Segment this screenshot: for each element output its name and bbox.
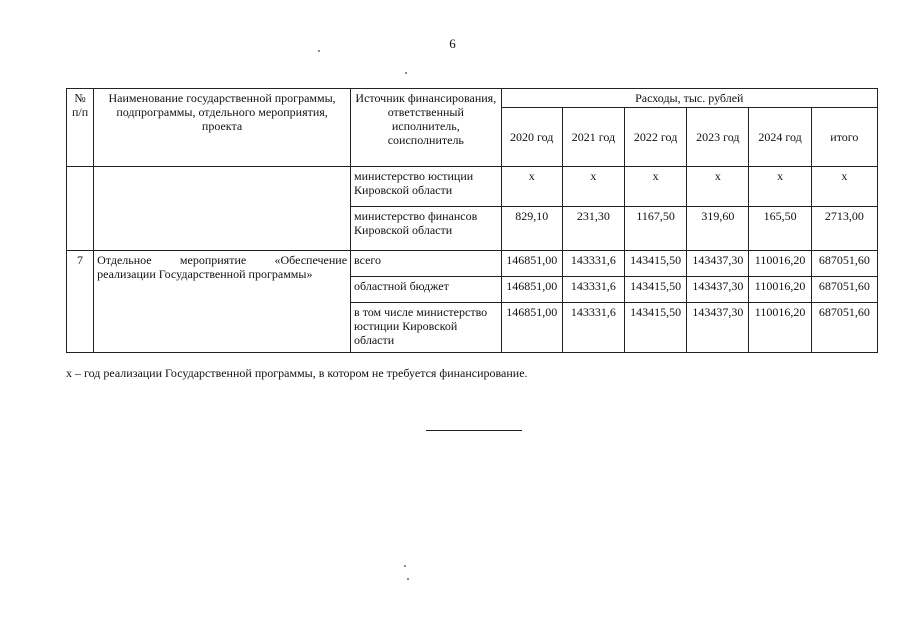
row-value-cell: 143437,30	[687, 303, 749, 353]
header-year-2023: 2023 год	[687, 108, 749, 167]
header-num: № п/п	[67, 89, 94, 167]
header-source: Источник финансирования, ответственный исполнитель, соисполнитель	[351, 89, 502, 167]
row-value-cell: x	[625, 167, 687, 207]
row-value-cell: 110016,20	[749, 251, 811, 277]
end-divider	[426, 430, 522, 431]
row-value-cell: 146851,00	[501, 277, 562, 303]
row-value-cell: 143331,6	[562, 251, 624, 277]
row-value-cell: 687051,60	[811, 251, 877, 277]
row-value-cell: 687051,60	[811, 277, 877, 303]
row-source-cell: областной бюджет	[351, 277, 502, 303]
header-row	[67, 89, 878, 108]
scan-speck	[405, 72, 407, 74]
row-num-cell	[67, 167, 94, 251]
table-row	[67, 167, 878, 207]
row-value-cell: 143331,6	[562, 303, 624, 353]
row-value-cell: 1167,50	[625, 207, 687, 251]
footnote: x – год реализации Государственной программы, в котором не требуется финансирование.	[66, 366, 528, 380]
row-value-cell: 143437,30	[687, 277, 749, 303]
row-value-cell: 146851,00	[501, 251, 562, 277]
row-value-cell: 143437,30	[687, 251, 749, 277]
row-value-cell: 2713,00	[811, 207, 877, 251]
row-value-cell: 110016,20	[749, 303, 811, 353]
scan-speck	[404, 565, 406, 567]
row-value-cell: 165,50	[749, 207, 811, 251]
header-year-2022: 2022 год	[625, 108, 687, 167]
row-value-cell: 143331,6	[562, 277, 624, 303]
row-source-cell: в том числе министерство юстиции Кировской области	[351, 303, 502, 353]
row-value-cell: 143415,50	[625, 303, 687, 353]
scan-speck	[318, 50, 320, 52]
row-name-cell	[94, 167, 351, 251]
row-value-cell: x	[562, 167, 624, 207]
expenses-table	[66, 88, 878, 353]
row-source-cell: министерство юстиции Кировской области	[351, 167, 502, 207]
row-value-cell: 829,10	[501, 207, 562, 251]
scan-speck	[407, 578, 409, 580]
row-value-cell: 146851,00	[501, 303, 562, 353]
row-value-cell: 319,60	[687, 207, 749, 251]
header-total: итого	[811, 108, 877, 167]
row-value-cell: 143415,50	[625, 277, 687, 303]
header-expenses: Расходы, тыс. рублей	[501, 89, 877, 108]
row-num-cell: 7	[67, 251, 94, 353]
table-row	[67, 251, 878, 277]
row-value-cell: x	[749, 167, 811, 207]
row-source-cell: всего	[351, 251, 502, 277]
row-value-cell: x	[687, 167, 749, 207]
row-value-cell: 110016,20	[749, 277, 811, 303]
row-source-cell: министерство финансов Кировской области	[351, 207, 502, 251]
row-name-cell: Отдельное мероприятие «Обеспечение реализации Государственной программы»	[94, 251, 351, 353]
header-year-2020: 2020 год	[501, 108, 562, 167]
row-value-cell: 687051,60	[811, 303, 877, 353]
row-value-cell: 231,30	[562, 207, 624, 251]
page-number: 6	[449, 36, 456, 51]
row-value-cell: x	[811, 167, 877, 207]
header-name: Наименование государственной программы, подпрограммы, отдельного мероприятия, проекта	[94, 89, 351, 167]
row-value-cell: x	[501, 167, 562, 207]
header-year-2021: 2021 год	[562, 108, 624, 167]
row-value-cell: 143415,50	[625, 251, 687, 277]
header-year-2024: 2024 год	[749, 108, 811, 167]
